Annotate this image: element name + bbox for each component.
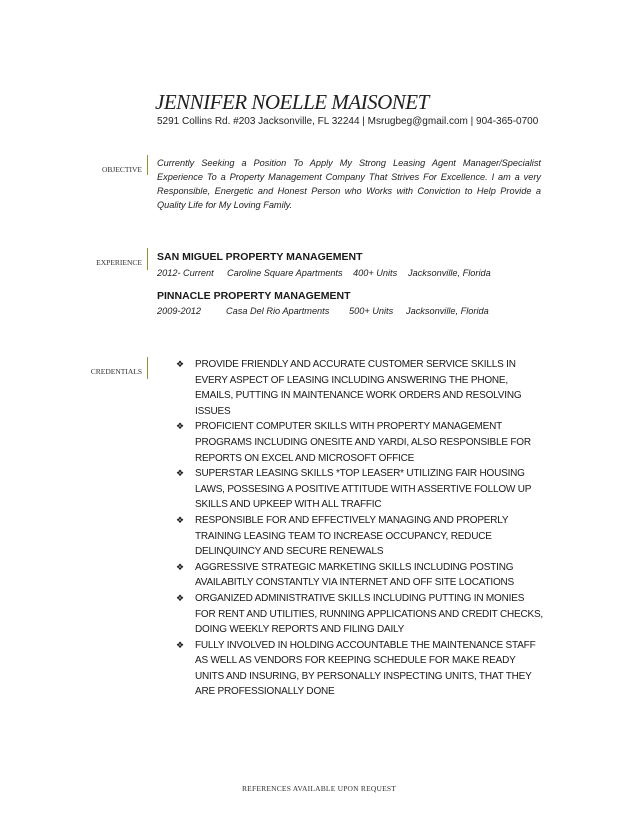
objective-text: Currently Seeking a Position To Apply My Strong Leasing Agent Manager/Specialist Experience To a Property Management Company That Strives For Excellence. I am a very Responsible, Energetic and Honest Person who Works with Conviction to Help Provide a Quality Life for My Loving Family. (157, 158, 541, 210)
list-item: ❖ PROVIDE FRIENDLY AND ACCURATE CUSTOMER SERVICE SKILLS IN EVERY ASPECT OF LEASING INCLUDING ANSWERING THE PHONE, EMAILS, PUTTING IN MAINTENANCE WORK ORDERS AND RESOLVING ISSUES (176, 359, 522, 417)
credentials-list (176, 357, 546, 700)
contact-line: 5291 Collins Rd. #203 Jacksonville, FL 32244 | Msrugbeg@gmail.com | 904-365-0700 (157, 116, 539, 127)
references-note: REFERENCES AVAILABLE UPON REQUEST (241, 784, 397, 793)
credentials-divider (147, 357, 148, 379)
list-item: ❖ FULLY INVOLVED IN HOLDING ACCOUNTABLE THE MAINTENANCE STAFF AS WELL AS VENDORS FOR KEEPING SCHEDULE FOR MAKE READY UNITS AND INSURING, BY PERSONALLY INSPECTING UNITS, THAT THEY ARE PROFESSIONALLY DONE (176, 639, 536, 698)
diamond-bullet-icon: ❖ (176, 468, 184, 479)
list-item: ❖ ORGANIZED ADMINISTRATIVE SKILLS INCLUDING PUTTING IN MONIES FOR RENT AND UTILITIES, RUNNING APPLICATIONS AND CREDIT CHECKS, DOING WEEKLY REPORTS AND FILING DAILY (176, 592, 544, 636)
objective-divider (147, 155, 148, 175)
objective-label: OBJECTIVE (102, 165, 142, 174)
applicant-name: JENNIFER NOELLE MAISONET (155, 90, 429, 114)
diamond-bullet-icon: ❖ (176, 421, 184, 432)
job-property: Casa Del Rio Apartments (226, 306, 330, 316)
list-item: ❖ SUPERSTAR LEASING SKILLS *TOP LEASER* UTILIZING FAIR HOUSING LAWS, POSSESING A POSITIVE ATTITUDE WITH ASSERTIVE FOLLOW UP SKILLS AND UPKEEP WITH ALL TRAFFIC (176, 468, 532, 511)
credentials-label: CREDENTIALS (90, 367, 142, 376)
diamond-bullet-icon: ❖ (176, 639, 184, 650)
list-item: ❖ PROFICIENT COMPUTER SKILLS WITH PROPERTY MANAGEMENT PROGRAMS INCLUDING ONESITE AND YARDI, ALSO RESPONSIBLE FOR REPORTS ON EXCEL AND MICROSOFT OFFICE (176, 421, 531, 464)
list-item: ❖ RESPONSIBLE FOR AND EFFECTIVELY MANAGING AND PROPERLY TRAINING LEASING TEAM TO INCREASE OCCUPANCY, REDUCE DELINQUINCY AND SECURE RENEWALS (176, 514, 509, 558)
list-item: ❖ AGGRESSIVE STRATEGIC MARKETING SKILLS INCLUDING POSTING AVAILABITLY CONSTANTLY VIA INTERNET AND OFF SITE LOCATIONS (176, 561, 515, 589)
diamond-bullet-icon: ❖ (176, 561, 184, 572)
job-units: 500+ Units (349, 306, 394, 316)
job-dates: 2009-2012 (157, 306, 201, 316)
experience-label: EXPERIENCE (96, 258, 142, 267)
job-units: 400+ Units (353, 268, 398, 278)
job-company: SAN MIGUEL PROPERTY MANAGEMENT (157, 251, 363, 263)
job-location: Jacksonville, Florida (406, 306, 489, 316)
job-location: Jacksonville, Florida (408, 268, 491, 278)
job-property: Caroline Square Apartments (227, 268, 343, 278)
job-dates: 2012- Current (157, 268, 214, 278)
job-company: PINNACLE PROPERTY MANAGEMENT (157, 290, 351, 302)
diamond-bullet-icon: ❖ (176, 592, 184, 603)
diamond-bullet-icon: ❖ (176, 359, 184, 369)
experience-divider (147, 248, 148, 270)
diamond-bullet-icon: ❖ (176, 514, 184, 525)
